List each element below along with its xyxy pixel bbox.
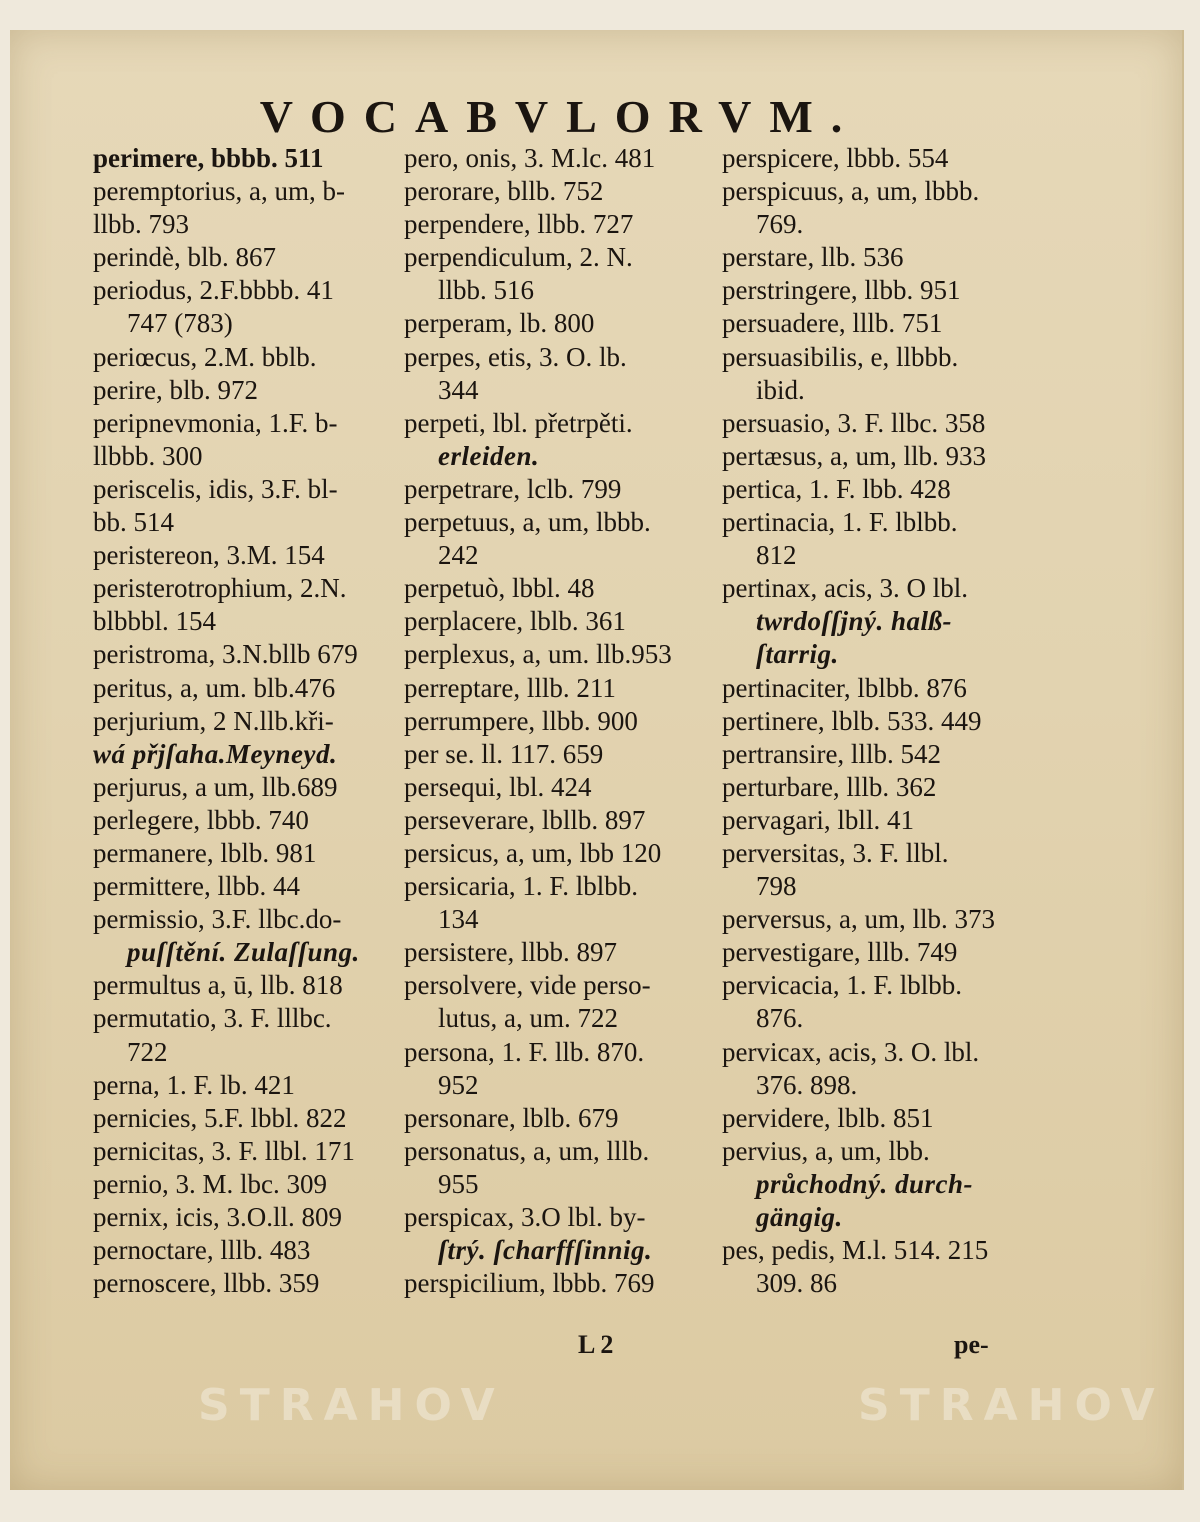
book-page <box>10 30 1184 1490</box>
dictionary-entry <box>404 1201 714 1267</box>
entry-continuation-line: blbbbl. 154 <box>93 606 217 637</box>
entry-headword-line: personare, lblb. 679 <box>404 1102 619 1133</box>
entry-continuation-line: bb. 514 <box>93 507 174 538</box>
entry-continuation-line: wá přjſaha.Meyneyd. <box>93 738 338 769</box>
entry-headword-line: perplacere, lblb. 361 <box>404 606 626 637</box>
dictionary-entry <box>404 1036 714 1102</box>
entry-continuation-line: 876. <box>756 1003 804 1034</box>
entry-headword-line: pertinacia, 1. F. lblbb. <box>722 507 958 538</box>
column-1 <box>93 142 403 1300</box>
entry-continuation-line: 309. 86 <box>756 1268 837 1299</box>
dictionary-entry <box>93 1201 403 1234</box>
entry-headword-line: persona, 1. F. llb. 870. <box>404 1036 645 1067</box>
dictionary-entry <box>722 936 1032 969</box>
entry-headword-line: peripnevmonia, 1.F. b- <box>93 407 338 438</box>
entry-continuation-line: lutus, a, um. 722 <box>438 1003 618 1034</box>
dictionary-entry <box>722 738 1032 771</box>
dictionary-entry <box>93 638 403 671</box>
dictionary-entry <box>404 175 714 208</box>
dictionary-entry <box>404 1102 714 1135</box>
entry-continuation-line: 952 <box>438 1069 479 1100</box>
entry-continuation-line: 747 (783) <box>127 308 233 339</box>
entry-headword-line: pervagari, lbll. 41 <box>722 804 914 835</box>
dictionary-entry <box>722 241 1032 274</box>
dictionary-entry <box>93 1002 403 1068</box>
entry-headword-line: pero, onis, 3. M.lc. 481 <box>404 143 656 173</box>
dictionary-entry <box>93 1234 403 1267</box>
entry-continuation-line: průchodný. durch- <box>756 1168 974 1199</box>
entry-continuation-line: 242 <box>438 540 479 571</box>
entry-headword-line: personatus, a, um, lllb. <box>404 1135 650 1166</box>
entry-headword-line: perseverare, lbllb. 897 <box>404 804 646 835</box>
entry-continuation-line: erleiden. <box>438 440 540 471</box>
entry-continuation-line: ibid. <box>756 374 805 405</box>
dictionary-entry <box>404 936 714 969</box>
dictionary-entry <box>722 307 1032 340</box>
entry-headword-line: perpetrare, lclb. 799 <box>404 473 622 504</box>
dictionary-entry <box>404 771 714 804</box>
dictionary-entry <box>93 1069 403 1102</box>
dictionary-entry <box>93 241 403 274</box>
entry-headword-line: perrumpere, llbb. 900 <box>404 705 638 736</box>
entry-headword-line: pertæsus, a, um, llb. 933 <box>722 440 986 471</box>
entry-headword-line: persuasibilis, e, llbbb. <box>722 341 959 372</box>
entry-headword-line: perspicuus, a, um, lbbb. <box>722 176 980 207</box>
entry-headword-line: pes, pedis, M.l. 514. 215 <box>722 1235 989 1266</box>
entry-headword-line: perjurium, 2 N.llb.kři- <box>93 705 334 736</box>
entry-continuation-line: llbb. 793 <box>93 209 190 240</box>
dictionary-entry <box>404 506 714 572</box>
entry-headword-line: per se. ll. 117. 659 <box>404 738 604 769</box>
dictionary-entry <box>404 837 714 870</box>
dictionary-entry <box>404 605 714 638</box>
entry-headword-line: perversus, a, um, llb. 373 <box>722 904 995 935</box>
entry-headword-line: pernicitas, 3. F. llbl. 171 <box>93 1135 355 1166</box>
entry-headword-line: permanere, lblb. 981 <box>93 837 317 868</box>
entry-headword-line: permissio, 3.F. llbc.do- <box>93 904 342 935</box>
entry-headword-line: pernicies, 5.F. lbbl. 822 <box>93 1102 347 1133</box>
entry-headword-line: pernix, icis, 3.O.ll. 809 <box>93 1202 342 1232</box>
dictionary-entry <box>722 440 1032 473</box>
entry-headword-line: perpendere, llbb. 727 <box>404 209 634 240</box>
watermark-left: STRAHOV <box>198 1380 505 1431</box>
dictionary-entry <box>404 572 714 605</box>
entry-headword-line: perversitas, 3. F. llbl. <box>722 837 949 868</box>
entry-continuation-line: llbb. 516 <box>438 275 535 306</box>
entry-headword-line: permultus a, ū, llb. 818 <box>93 970 343 1001</box>
entry-headword-line: perna, 1. F. lb. 421 <box>93 1069 295 1100</box>
entry-headword-line: perimere, bbbb. 511 <box>93 143 324 173</box>
dictionary-entry <box>404 738 714 771</box>
entry-continuation-line: ſtrý. ſcharffſinnig. <box>438 1235 653 1266</box>
dictionary-entry <box>722 175 1032 241</box>
dictionary-entry <box>722 274 1032 307</box>
dictionary-entry <box>93 374 403 407</box>
dictionary-entry <box>404 473 714 506</box>
entry-headword-line: peritus, a, um. blb.476 <box>93 672 336 703</box>
page-title: VOCABVLORVM. <box>259 91 861 142</box>
entry-headword-line: pernoscere, llbb. 359 <box>93 1268 320 1299</box>
dictionary-entry <box>404 208 714 241</box>
entry-headword-line: perreptare, lllb. 211 <box>404 672 616 703</box>
dictionary-entry <box>722 142 1032 175</box>
dictionary-entry <box>722 969 1032 1035</box>
entry-continuation-line: llbbb. 300 <box>93 440 203 471</box>
dictionary-entry <box>722 1102 1032 1135</box>
entry-headword-line: perstringere, llbb. 951 <box>722 275 961 306</box>
entry-headword-line: pernoctare, lllb. 483 <box>93 1235 311 1266</box>
entry-headword-line: persequi, lbl. 424 <box>404 771 592 802</box>
column-2 <box>404 142 714 1300</box>
entry-headword-line: peristroma, 3.N.bllb 679 <box>93 639 358 670</box>
dictionary-entry <box>722 407 1032 440</box>
dictionary-entry <box>404 804 714 837</box>
entry-headword-line: perorare, bllb. 752 <box>404 176 604 207</box>
entry-headword-line: peremptorius, a, um, b- <box>93 176 345 207</box>
dictionary-entry <box>93 903 403 969</box>
dictionary-entry <box>404 870 714 936</box>
entry-headword-line: perstare, llb. 536 <box>722 242 904 273</box>
dictionary-entry <box>404 142 714 175</box>
entry-headword-line: perperam, lb. 800 <box>404 308 595 339</box>
dictionary-entry <box>404 1135 714 1201</box>
dictionary-entry <box>93 142 403 175</box>
entry-headword-line: perpeti, lbl. přetrpěti. <box>404 407 633 438</box>
dictionary-entry <box>93 1168 403 1201</box>
dictionary-entry <box>404 307 714 340</box>
entry-headword-line: periscelis, idis, 3.F. bl- <box>93 473 338 504</box>
entry-continuation-line: 769. <box>756 209 804 240</box>
entry-headword-line: persolvere, vide perso- <box>404 970 651 1001</box>
entry-headword-line: perire, blb. 972 <box>93 374 258 405</box>
column-3 <box>722 142 1032 1300</box>
page-signature: L 2 <box>578 1330 614 1359</box>
entry-headword-line: pervidere, lblb. 851 <box>722 1102 934 1133</box>
dictionary-entry <box>722 771 1032 804</box>
entry-continuation-line: puſſtění. Zulaſſung. <box>127 937 360 968</box>
dictionary-entry <box>404 1267 714 1300</box>
dictionary-entry <box>93 274 403 340</box>
entry-headword-line: perpes, etis, 3. O. lb. <box>404 341 627 372</box>
entry-headword-line: persistere, llbb. 897 <box>404 937 617 968</box>
dictionary-entry <box>93 175 403 241</box>
dictionary-entry <box>722 804 1032 837</box>
entry-headword-line: pertinax, acis, 3. O lbl. <box>722 573 968 604</box>
dictionary-entry <box>93 771 403 804</box>
dictionary-entry <box>722 1234 1032 1300</box>
dictionary-entry <box>722 903 1032 936</box>
entry-continuation-line: 134 <box>438 904 479 935</box>
entry-headword-line: perpetuus, a, um, lbbb. <box>404 507 651 538</box>
entry-headword-line: pertinere, lblb. 533. 449 <box>722 705 982 736</box>
dictionary-entry <box>93 1135 403 1168</box>
dictionary-entry <box>93 473 403 539</box>
dictionary-entry <box>93 1102 403 1135</box>
dictionary-entry <box>93 870 403 903</box>
catchword: pe- <box>954 1330 989 1359</box>
entry-headword-line: pertransire, lllb. 542 <box>722 738 941 769</box>
entry-headword-line: perindè, blb. 867 <box>93 242 276 273</box>
entry-continuation-line: twrdoſſjný. halß- <box>756 606 953 637</box>
entry-headword-line: persuasio, 3. F. llbc. 358 <box>722 407 986 438</box>
dictionary-entry <box>93 407 403 473</box>
entry-headword-line: pervicacia, 1. F. lblbb. <box>722 970 963 1001</box>
dictionary-entry <box>93 969 403 1002</box>
dictionary-entry <box>404 341 714 407</box>
dictionary-entry <box>404 969 714 1035</box>
entry-headword-line: perspicere, lbbb. 554 <box>722 143 949 173</box>
dictionary-entry <box>93 804 403 837</box>
entry-headword-line: perspicilium, lbbb. 769 <box>404 1268 655 1299</box>
entry-headword-line: persicaria, 1. F. lblbb. <box>404 871 639 902</box>
entry-headword-line: permittere, llbb. 44 <box>93 871 300 902</box>
dictionary-entry <box>722 341 1032 407</box>
watermark-right: STRAHOV <box>858 1380 1165 1431</box>
dictionary-entry <box>93 837 403 870</box>
entry-headword-line: pervestigare, lllb. 749 <box>722 937 958 968</box>
entry-headword-line: permutatio, 3. F. lllbc. <box>93 1003 332 1034</box>
entry-headword-line: perspicax, 3.O lbl. by- <box>404 1202 646 1232</box>
dictionary-entry <box>93 572 403 638</box>
dictionary-entry <box>93 705 403 771</box>
entry-continuation-line: 722 <box>127 1036 168 1067</box>
entry-continuation-line: ſtarrig. <box>756 639 839 670</box>
dictionary-entry <box>722 705 1032 738</box>
entry-headword-line: peristerotrophium, 2.N. <box>93 573 347 604</box>
entry-continuation-line: 798 <box>756 871 797 902</box>
dictionary-entry <box>404 407 714 473</box>
dictionary-entry <box>722 837 1032 903</box>
dictionary-entry <box>93 539 403 572</box>
entry-headword-line: pervius, a, um, lbb. <box>722 1135 930 1166</box>
dictionary-entry <box>93 1267 403 1300</box>
dictionary-entry <box>722 473 1032 506</box>
entry-headword-line: periodus, 2.F.bbbb. 41 <box>93 275 334 306</box>
dictionary-entry <box>404 241 714 307</box>
entry-continuation-line: gängig. <box>756 1202 843 1232</box>
entry-headword-line: perplexus, a, um. llb.953 <box>404 639 672 670</box>
dictionary-entry <box>722 506 1032 572</box>
dictionary-entry <box>722 572 1032 671</box>
entry-headword-line: pertica, 1. F. lbb. 428 <box>722 473 951 504</box>
dictionary-entry <box>404 638 714 671</box>
entry-headword-line: perlegere, lbbb. 740 <box>93 804 309 835</box>
entry-headword-line: pertinaciter, lblbb. 876 <box>722 672 967 703</box>
dictionary-entry <box>404 672 714 705</box>
entry-headword-line: perpendiculum, 2. N. <box>404 242 633 273</box>
dictionary-entry <box>93 672 403 705</box>
entry-headword-line: peristereon, 3.M. 154 <box>93 540 325 571</box>
entry-continuation-line: 376. 898. <box>756 1069 858 1100</box>
entry-headword-line: perjurus, a um, llb.689 <box>93 771 338 802</box>
entry-headword-line: pervicax, acis, 3. O. lbl. <box>722 1036 980 1067</box>
entry-continuation-line: 344 <box>438 374 479 405</box>
entry-headword-line: persicus, a, um, lbb 120 <box>404 837 662 868</box>
entry-headword-line: persuadere, lllb. 751 <box>722 308 943 339</box>
dictionary-entry <box>722 672 1032 705</box>
entry-headword-line: perturbare, lllb. 362 <box>722 771 937 802</box>
entry-headword-line: periœcus, 2.M. bblb. <box>93 341 317 372</box>
entry-headword-line: perpetuò, lbbl. 48 <box>404 573 595 604</box>
entry-continuation-line: 812 <box>756 540 797 571</box>
entry-continuation-line: 955 <box>438 1168 479 1199</box>
entry-headword-line: pernio, 3. M. lbc. 309 <box>93 1168 327 1199</box>
dictionary-entry <box>722 1036 1032 1102</box>
dictionary-entry <box>404 705 714 738</box>
dictionary-entry <box>722 1135 1032 1234</box>
dictionary-entry <box>93 341 403 374</box>
